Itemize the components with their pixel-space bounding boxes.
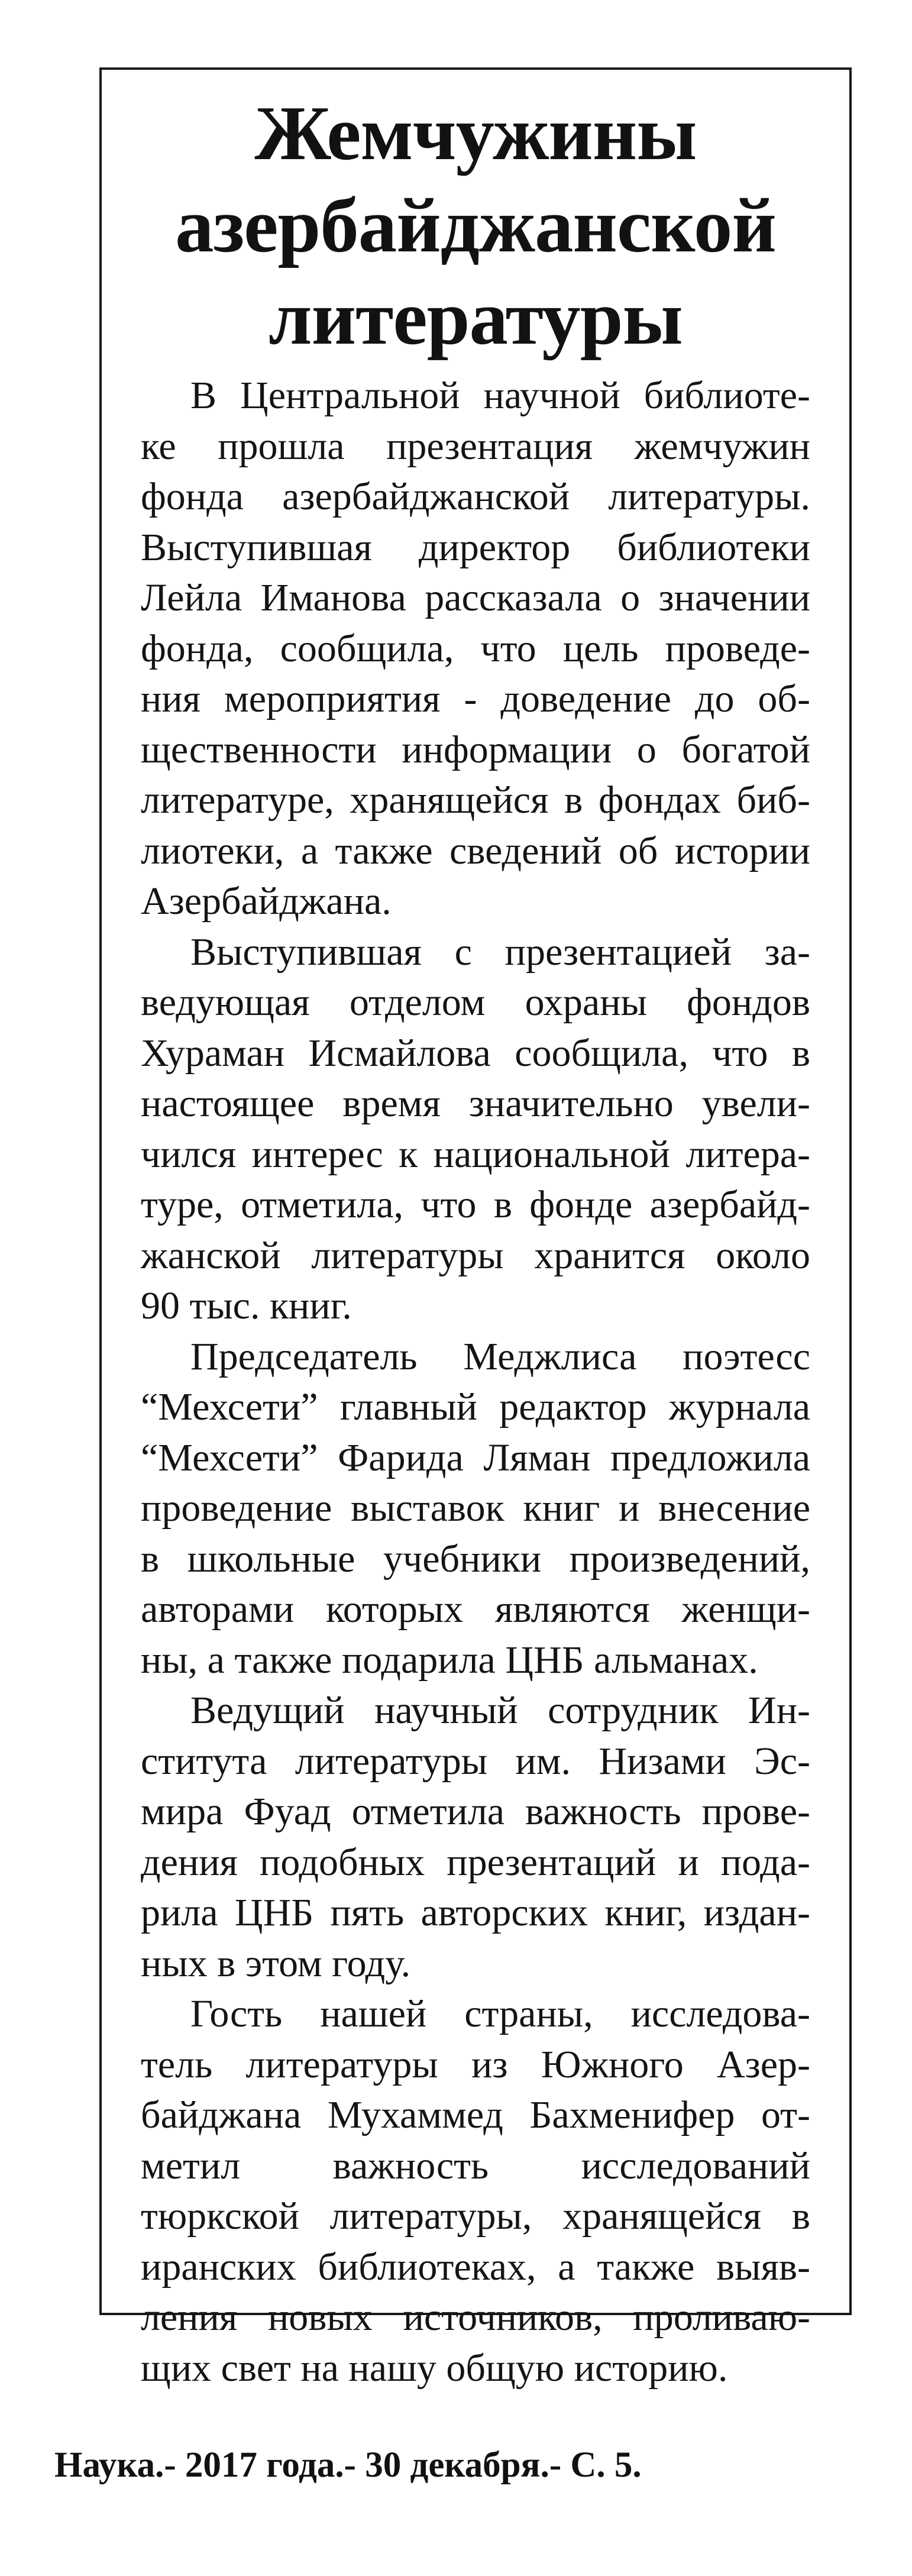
text-line: ведующая отделом охраны фондов <box>141 981 810 1024</box>
text-line: В Центральной научной библиоте- <box>190 374 810 417</box>
paragraph-fuad <box>141 1685 810 1989</box>
newspaper-clipping <box>99 67 852 2390</box>
text-line: Ведущий научный сотрудник Ин- <box>190 1689 810 1732</box>
text-line: ны, а также подарила ЦНБ альманах. <box>141 1638 758 1682</box>
text-line: иранских библиотеках, а также выяв- <box>141 2245 810 2289</box>
text-line: Азербайджана. <box>141 880 392 923</box>
paragraph-ismailova <box>141 927 810 1331</box>
text-line: Выступившая директор библиотеки <box>141 525 810 569</box>
article-body <box>141 370 810 2393</box>
text-line: байджана Мухаммед Бахменифер от- <box>141 2093 810 2137</box>
text-line: тель литературы из Южного Азер- <box>141 2042 810 2086</box>
text-line: авторами которых являются женщи- <box>141 1588 810 1631</box>
text-line: в школьные учебники произведений, <box>141 1537 810 1580</box>
text-line: ления новых источников, проливаю- <box>141 2296 810 2339</box>
text-line: “Мехсети” Фарида Ляман предложила <box>141 1436 810 1479</box>
text-line: тюркской литературы, хранящейся в <box>141 2194 810 2238</box>
text-line: литературе, хранящейся в фондах биб- <box>141 778 810 822</box>
text-line: дения подобных презентаций и пода- <box>141 1840 810 1884</box>
paragraph-bahmenifer <box>141 1989 810 2393</box>
source-citation: Наука.- 2017 года.- 30 декабря.- С. 5. <box>54 2445 642 2485</box>
text-line: ститута литературы им. Низами Эс- <box>141 1739 810 1783</box>
text-line: ке прошла презентация жемчужин <box>141 424 810 468</box>
text-line: Председатель Меджлиса поэтесс <box>190 1334 810 1378</box>
headline-line: Жемчужины <box>254 91 697 176</box>
text-line: мира Фуад отметила важность прове- <box>141 1790 810 1833</box>
text-line: Хураман Исмайлова сообщила, что в <box>141 1031 810 1075</box>
text-line: щественности информации о богатой <box>141 728 810 771</box>
text-line: настоящее время значительно увели- <box>141 1082 810 1125</box>
paragraph-presentation <box>141 370 810 927</box>
text-line: рила ЦНБ пять авторских книг, издан- <box>141 1891 810 1934</box>
text-line: туре, отметила, что в фонде азербайд- <box>141 1183 810 1226</box>
headline-line: литературы <box>269 275 683 361</box>
text-line: ных в этом году. <box>141 1941 411 1985</box>
text-line: Лейла Иманова рассказала о значении <box>141 576 810 619</box>
article-headline <box>141 88 810 364</box>
text-line: ния мероприятия - доведение до об- <box>141 677 810 720</box>
headline-line: азербайджанской <box>175 183 776 269</box>
text-line: фонда азербайджанской литературы. <box>141 475 810 518</box>
text-line: жанской литературы хранится около <box>141 1233 810 1277</box>
text-line: метил важность исследований <box>141 2144 810 2187</box>
text-line: “Мехсети” главный редактор журнала <box>141 1385 810 1428</box>
text-line: лиотеки, а также сведений об истории <box>141 829 810 872</box>
text-line: Гость нашей страны, исследова- <box>190 1992 810 2035</box>
text-line: щих свет на нашу общую историю. <box>141 2346 728 2390</box>
text-line: 90 тыс. книг. <box>141 1284 352 1327</box>
text-line: Выступившая с презентацией за- <box>190 930 810 974</box>
text-line: чился интерес к национальной литера- <box>141 1132 810 1176</box>
text-line: фонда, сообщила, что цель проведе- <box>141 626 810 670</box>
paragraph-lyaman <box>141 1331 810 1686</box>
text-line: проведение выставок книг и внесение <box>141 1486 810 1530</box>
